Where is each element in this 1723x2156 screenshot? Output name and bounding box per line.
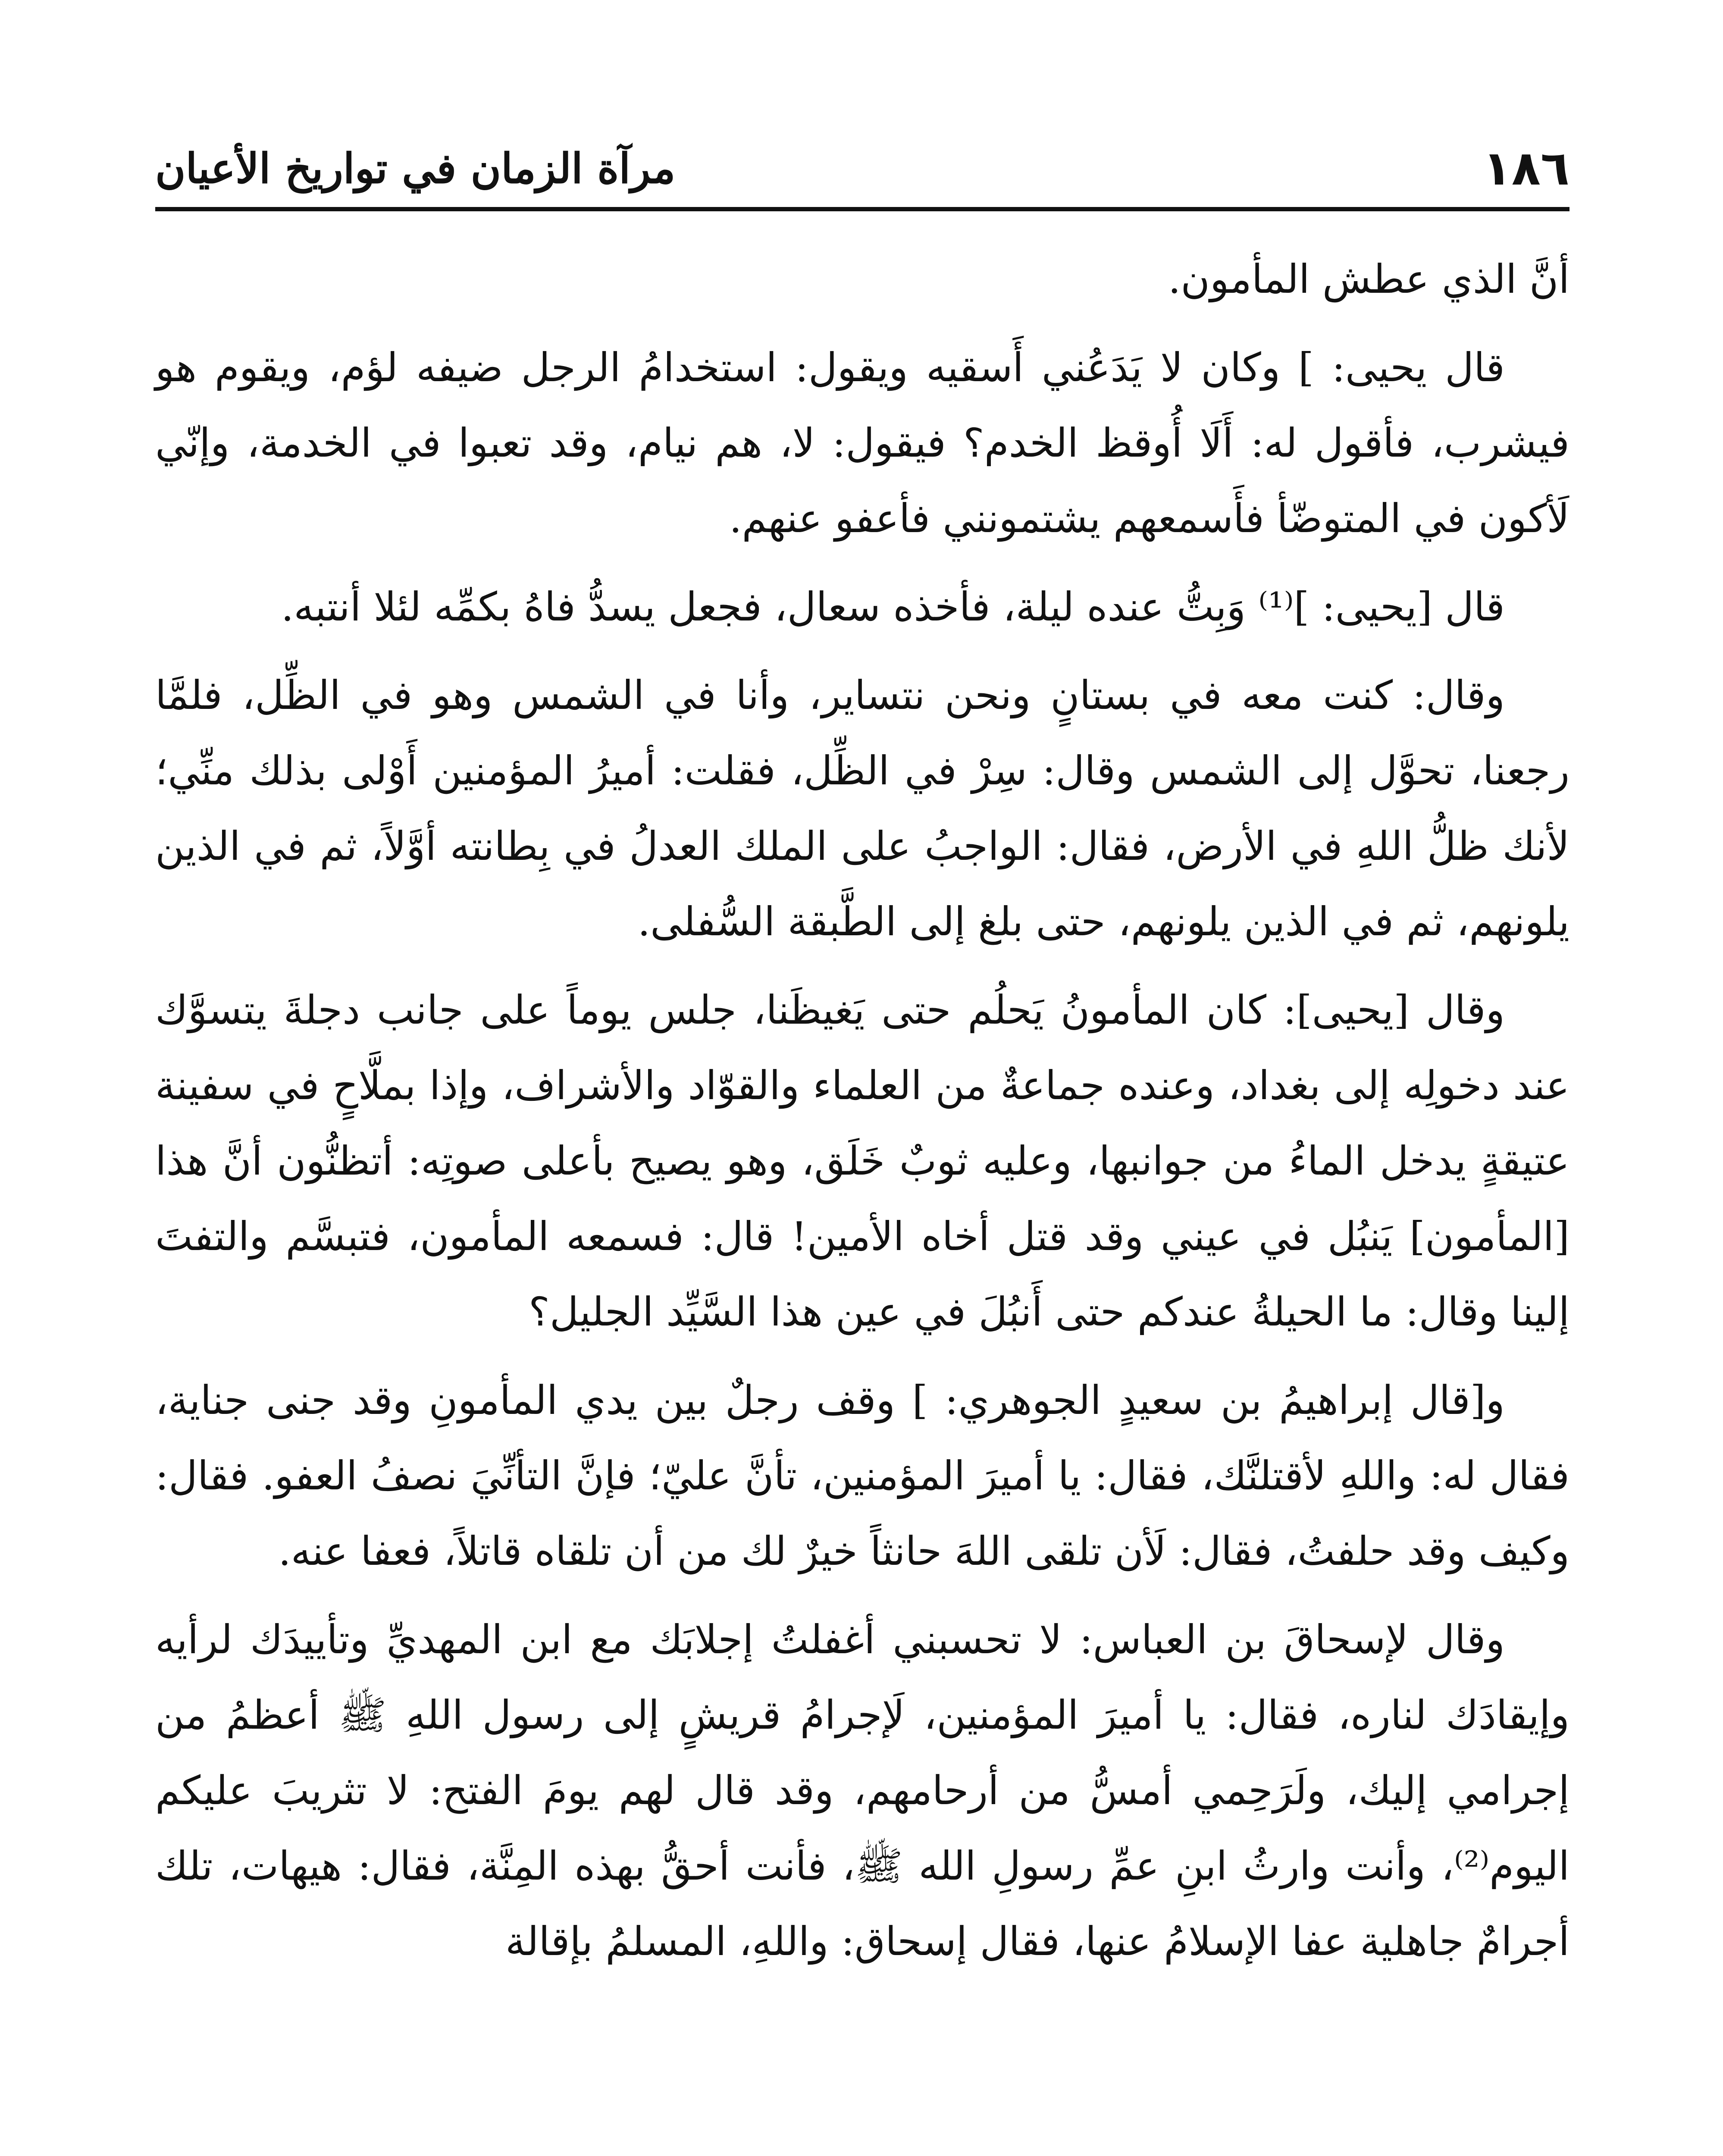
paragraph: قال [يحيى: ]⁽¹⁾ وَبِتُّ عنده ليلة، فأخذه سعال، فجعل يسدُّ فاهُ بكمِّه لئلا أنتبه. bbox=[281, 584, 1505, 630]
paragraph: أنَّ الذي عطش المأمون. bbox=[1168, 256, 1569, 302]
running-header bbox=[155, 129, 1569, 211]
paragraph: وقال [يحيى]: كان المأمونُ يَحلُم حتى يَغيظَنا، جلس يوماً على جانب دجلةَ يتسوَّك عند دخولِه إلى بغداد، وعنده جماعةٌ من العلماء والقوّاد والأشراف، وإذا بملَّاحٍ في سفينة عتيقةٍ يدخل الماءُ من جوانبها، وعليه ثوبٌ خَلَق، وهو يصيح بأعلى صوتِه: أتظنُّون أنَّ هذا [المأمون] يَنبُل في عيني وقد قتل أخاه الأمين! قال: فسمعه المأمون، فتبسَّم والتفتَ إلينا وقال: ما الحيلةُ عندكم حتى أَنبُلَ في عين هذا السَّيِّد الجليل؟ bbox=[155, 987, 1569, 1335]
paragraph: وقال لإسحاقَ بن العباس: لا تحسبني أغفلتُ إجلابَك مع ابن المهديِّ وتأييدَك لرأيه وإيقادَك لناره، فقال: يا أميرَ المؤمنين، لَإجرامُ قريشٍ إلى رسول اللهِ ﷺ أعظمُ من إجرامي إليك، ولَرَحِمي أمسُّ من أرحامهم، وقد قال لهم يومَ الفتح: لا تثريبَ عليكم اليوم⁽²⁾، وأنت وارثُ ابنِ عمِّ رسولِ الله ﷺ، فأنت أحقُّ بهذه المِنَّة، فقال: هيهات، تلك أجرامٌ جاهلية عفا الإسلامُ عنها، فقال إسحاق: واللهِ، المسلمُ بإقالة bbox=[155, 1617, 1569, 1965]
main-text bbox=[155, 241, 1569, 1992]
paragraph: قال يحيى: ] وكان لا يَدَعُني أَسقيه ويقول: استخدامُ الرجل ضيفه لؤم، ويقوم هو فيشرب، فأقول له: أَلَا أُوقظ الخدم؟ فيقول: لا، هم نيام، وقد تعبوا في الخدمة، وإنّي لَأكون في المتوضّأ فأَسمعهم يشتمونني فأعفو عنهم. bbox=[155, 345, 1569, 542]
page-number: ١٨٦ bbox=[1482, 141, 1569, 196]
paragraph: و[قال إبراهيمُ بن سعيدٍ الجوهري: ] وقف رجلٌ بين يدي المأمونِ وقد جنى جناية، فقال له: واللهِ لأقتلنَّك، فقال: يا أميرَ المؤمنين، تأنَّ عليّ؛ فإنَّ التأنِّيَ نصفُ العفو. فقال: وكيف وقد حلفتُ، فقال: لَأن تلقى اللهَ حانثاً خيرٌ لك من أن تلقاه قاتلاً، فعفا عنه. bbox=[155, 1377, 1569, 1574]
paragraph: وقال: كنت معه في بستانٍ ونحن نتساير، وأنا في الشمس وهو في الظِّل، فلمَّا رجعنا، تحوَّل إلى الشمس وقال: سِرْ في الظِّل، فقلت: أميرُ المؤمنين أَوْلى بذلك منِّي؛ لأنك ظلُّ اللهِ في الأرض، فقال: الواجبُ على الملك العدلُ في بِطانته أوَّلاً، ثم في الذين يلونهم، ثم في الذين يلونهم، حتى بلغ إلى الطَّبقة السُّفلى. bbox=[155, 672, 1569, 945]
book-title: مرآة الزمان في تواريخ الأعيان bbox=[155, 144, 676, 193]
